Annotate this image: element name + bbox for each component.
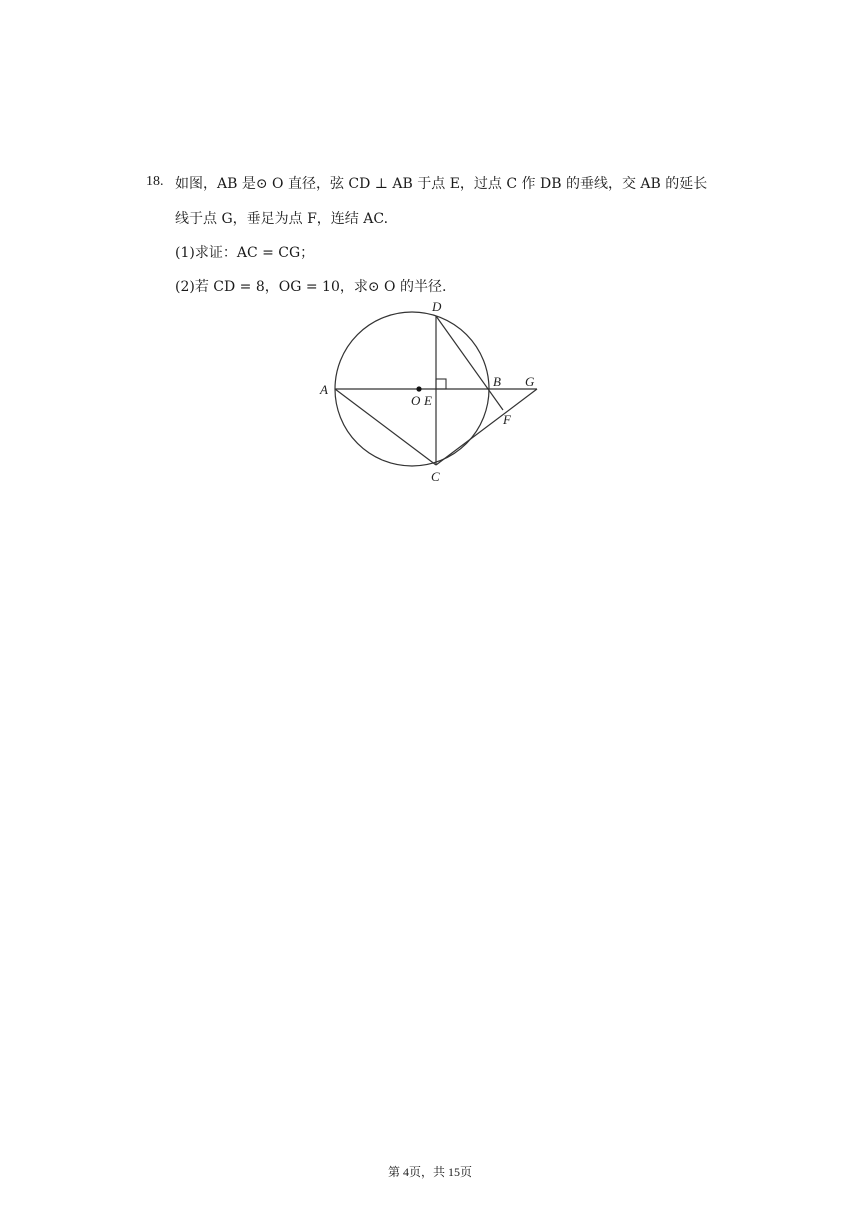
question-part-2: (2)若 CD = 8，OG = 10，求⊙ O 的半径. [175, 279, 447, 295]
label-b: B [493, 374, 501, 389]
label-d: D [432, 299, 442, 314]
segment-cg [436, 389, 537, 465]
segment-ac [335, 389, 436, 465]
label-a: A [320, 382, 328, 397]
label-c: C [431, 469, 440, 484]
label-e: E [424, 393, 432, 408]
right-angle-mark [436, 379, 446, 389]
question-line-1: 如图，AB 是⊙ O 直径，弦 CD ⊥ AB 于点 E，过点 C 作 DB 的垂线，交 AB 的延长 [175, 176, 708, 192]
question-line-2: 线于点 G，垂足为点 F，连结 AC. [175, 211, 389, 227]
label-o: O [411, 393, 421, 408]
question-number: 18. [146, 174, 164, 189]
page-footer: 第 4页，共 15页 [387, 1165, 472, 1179]
label-f: F [503, 412, 511, 427]
segment-df [436, 316, 503, 410]
label-g: G [525, 374, 535, 389]
question-part-1: (1)求证：AC = CG； [175, 245, 315, 261]
center-point-o [416, 386, 421, 391]
